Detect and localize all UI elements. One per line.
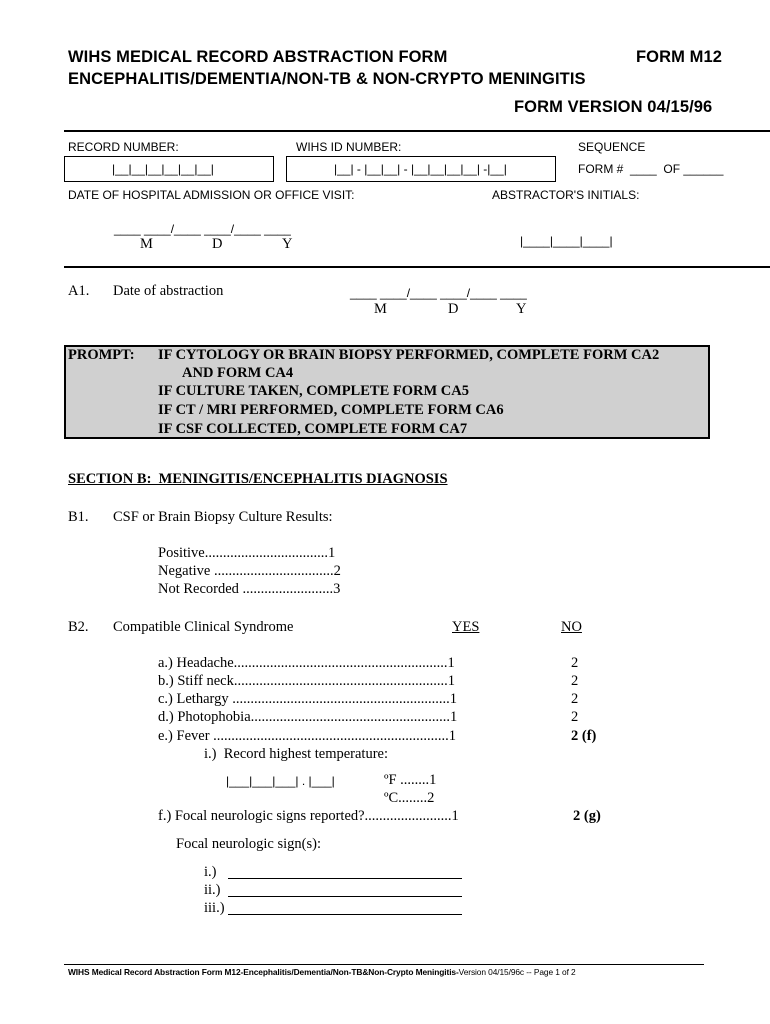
- abstractor-initials-field[interactable]: |____|____|____|: [520, 234, 613, 248]
- b2-row-lethargy-no[interactable]: 2: [571, 691, 579, 707]
- b1-option-not-recorded[interactable]: Not Recorded .........................3: [158, 581, 341, 597]
- focal-sign-1-label: i.): [204, 864, 217, 880]
- b2-row-headache-yes[interactable]: a.) Headache...........................................................1: [158, 655, 455, 671]
- b2-row-stiff-neck-yes[interactable]: b.) Stiff neck...........................................................1: [158, 673, 455, 689]
- abstractor-initials-label: ABSTRACTOR'S INITIALS:: [492, 188, 640, 202]
- b1-number: B1.: [68, 509, 89, 525]
- b2-row-headache-no[interactable]: 2: [571, 655, 579, 671]
- admission-year-caption: Y: [282, 236, 293, 252]
- b2-row-stiff-neck-no[interactable]: 2: [571, 673, 579, 689]
- sequence-label: SEQUENCE: [578, 140, 646, 154]
- b2-row-lethargy-yes[interactable]: c.) Lethargy ............................................................1: [158, 691, 457, 707]
- record-number-label: RECORD NUMBER:: [68, 140, 179, 154]
- b1-option-negative[interactable]: Negative .................................2: [158, 563, 341, 579]
- b2-row-fever-yes[interactable]: e.) Fever .................................................................1: [158, 728, 457, 744]
- page-footer: [68, 967, 576, 977]
- b2-row-fever-no[interactable]: 2 (f): [571, 728, 597, 744]
- b2-number: B2.: [68, 619, 89, 635]
- focal-sign-2-label: ii.): [204, 882, 221, 898]
- temperature-unit-f[interactable]: ºF ........1: [384, 772, 437, 788]
- footer-divider: [64, 964, 704, 965]
- a1-number: A1.: [68, 283, 90, 299]
- admission-date-label: DATE OF HOSPITAL ADMISSION OR OFFICE VISIT:: [68, 188, 355, 202]
- temperature-unit-c[interactable]: ºC........2: [384, 790, 435, 806]
- prompt-line-3: IF CULTURE TAKEN, COMPLETE FORM CA5: [158, 383, 469, 399]
- b2-row-focal-signs-no[interactable]: 2 (g): [573, 808, 601, 824]
- b2-row-photophobia-no[interactable]: 2: [571, 709, 579, 725]
- form-version: FORM VERSION 04/15/96: [514, 98, 713, 116]
- b1-option-positive[interactable]: Positive..................................1: [158, 545, 336, 561]
- admission-date-field[interactable]: ____ ____/____ ____/____ ____: [114, 222, 291, 236]
- prompt-line-1: IF CYTOLOGY OR BRAIN BIOPSY PERFORMED, COMPLETE FORM CA2: [158, 347, 660, 363]
- form-title: WIHS MEDICAL RECORD ABSTRACTION FORM: [68, 48, 448, 66]
- record-number-mask: |__|__|__|__|__|__|: [112, 162, 214, 176]
- a1-label: Date of abstraction: [113, 283, 224, 299]
- b2-yes-header: YES: [452, 619, 480, 635]
- temperature-field[interactable]: |___|___|___| . |___|: [226, 774, 335, 788]
- footer-version-page: Version 04/15/96c -- Page 1 of 2: [458, 967, 576, 977]
- focal-sign-1-field[interactable]: [228, 878, 462, 879]
- abstraction-date-field[interactable]: ____ ____/____ ____/____ ____: [350, 286, 527, 300]
- wihs-id-mask: |__| - |__|__| - |__|__|__|__| -|__|: [334, 162, 507, 176]
- section-divider: [64, 266, 770, 268]
- abstraction-month-caption: M: [374, 301, 387, 317]
- focal-sign-2-field[interactable]: [228, 896, 462, 897]
- b2-label: Compatible Clinical Syndrome: [113, 619, 294, 635]
- prompt-line-2: AND FORM CA4: [182, 365, 294, 381]
- section-b-heading: SECTION B: MENINGITIS/ENCEPHALITIS DIAGNOSIS: [68, 471, 448, 487]
- form-code: FORM M12: [636, 48, 723, 66]
- b2-row-focal-signs-yes[interactable]: f.) Focal neurologic signs reported?........................1: [158, 808, 459, 824]
- prompt-line-5: IF CSF COLLECTED, COMPLETE FORM CA7: [158, 421, 468, 437]
- footer-form-title: WIHS Medical Record Abstraction Form M12-Encephalitis/Dementia/Non-TB&Non-Crypto Meningitis-: [68, 967, 459, 977]
- abstraction-year-caption: Y: [516, 301, 527, 317]
- focal-sign-3-label: iii.): [204, 900, 225, 916]
- focal-signs-label: Focal neurologic sign(s):: [176, 836, 321, 852]
- wihs-id-label: WIHS ID NUMBER:: [296, 140, 402, 154]
- focal-sign-3-field[interactable]: [228, 914, 462, 915]
- b2-no-header: NO: [561, 619, 582, 635]
- b2-row-photophobia-yes[interactable]: d.) Photophobia.......................................................1: [158, 709, 458, 725]
- form-subtitle: ENCEPHALITIS/DEMENTIA/NON-TB & NON-CRYPTO MENINGITIS: [68, 70, 586, 88]
- temperature-label: i.) Record highest temperature:: [204, 746, 389, 762]
- admission-month-caption: M: [140, 236, 153, 252]
- b1-label: CSF or Brain Biopsy Culture Results:: [113, 509, 333, 525]
- prompt-label: PROMPT:: [68, 347, 135, 363]
- sequence-form-of[interactable]: FORM # ____ OF ______: [578, 162, 724, 176]
- prompt-line-4: IF CT / MRI PERFORMED, COMPLETE FORM CA6: [158, 402, 504, 418]
- header-divider: [64, 130, 770, 132]
- abstraction-day-caption: D: [448, 301, 459, 317]
- admission-day-caption: D: [212, 236, 223, 252]
